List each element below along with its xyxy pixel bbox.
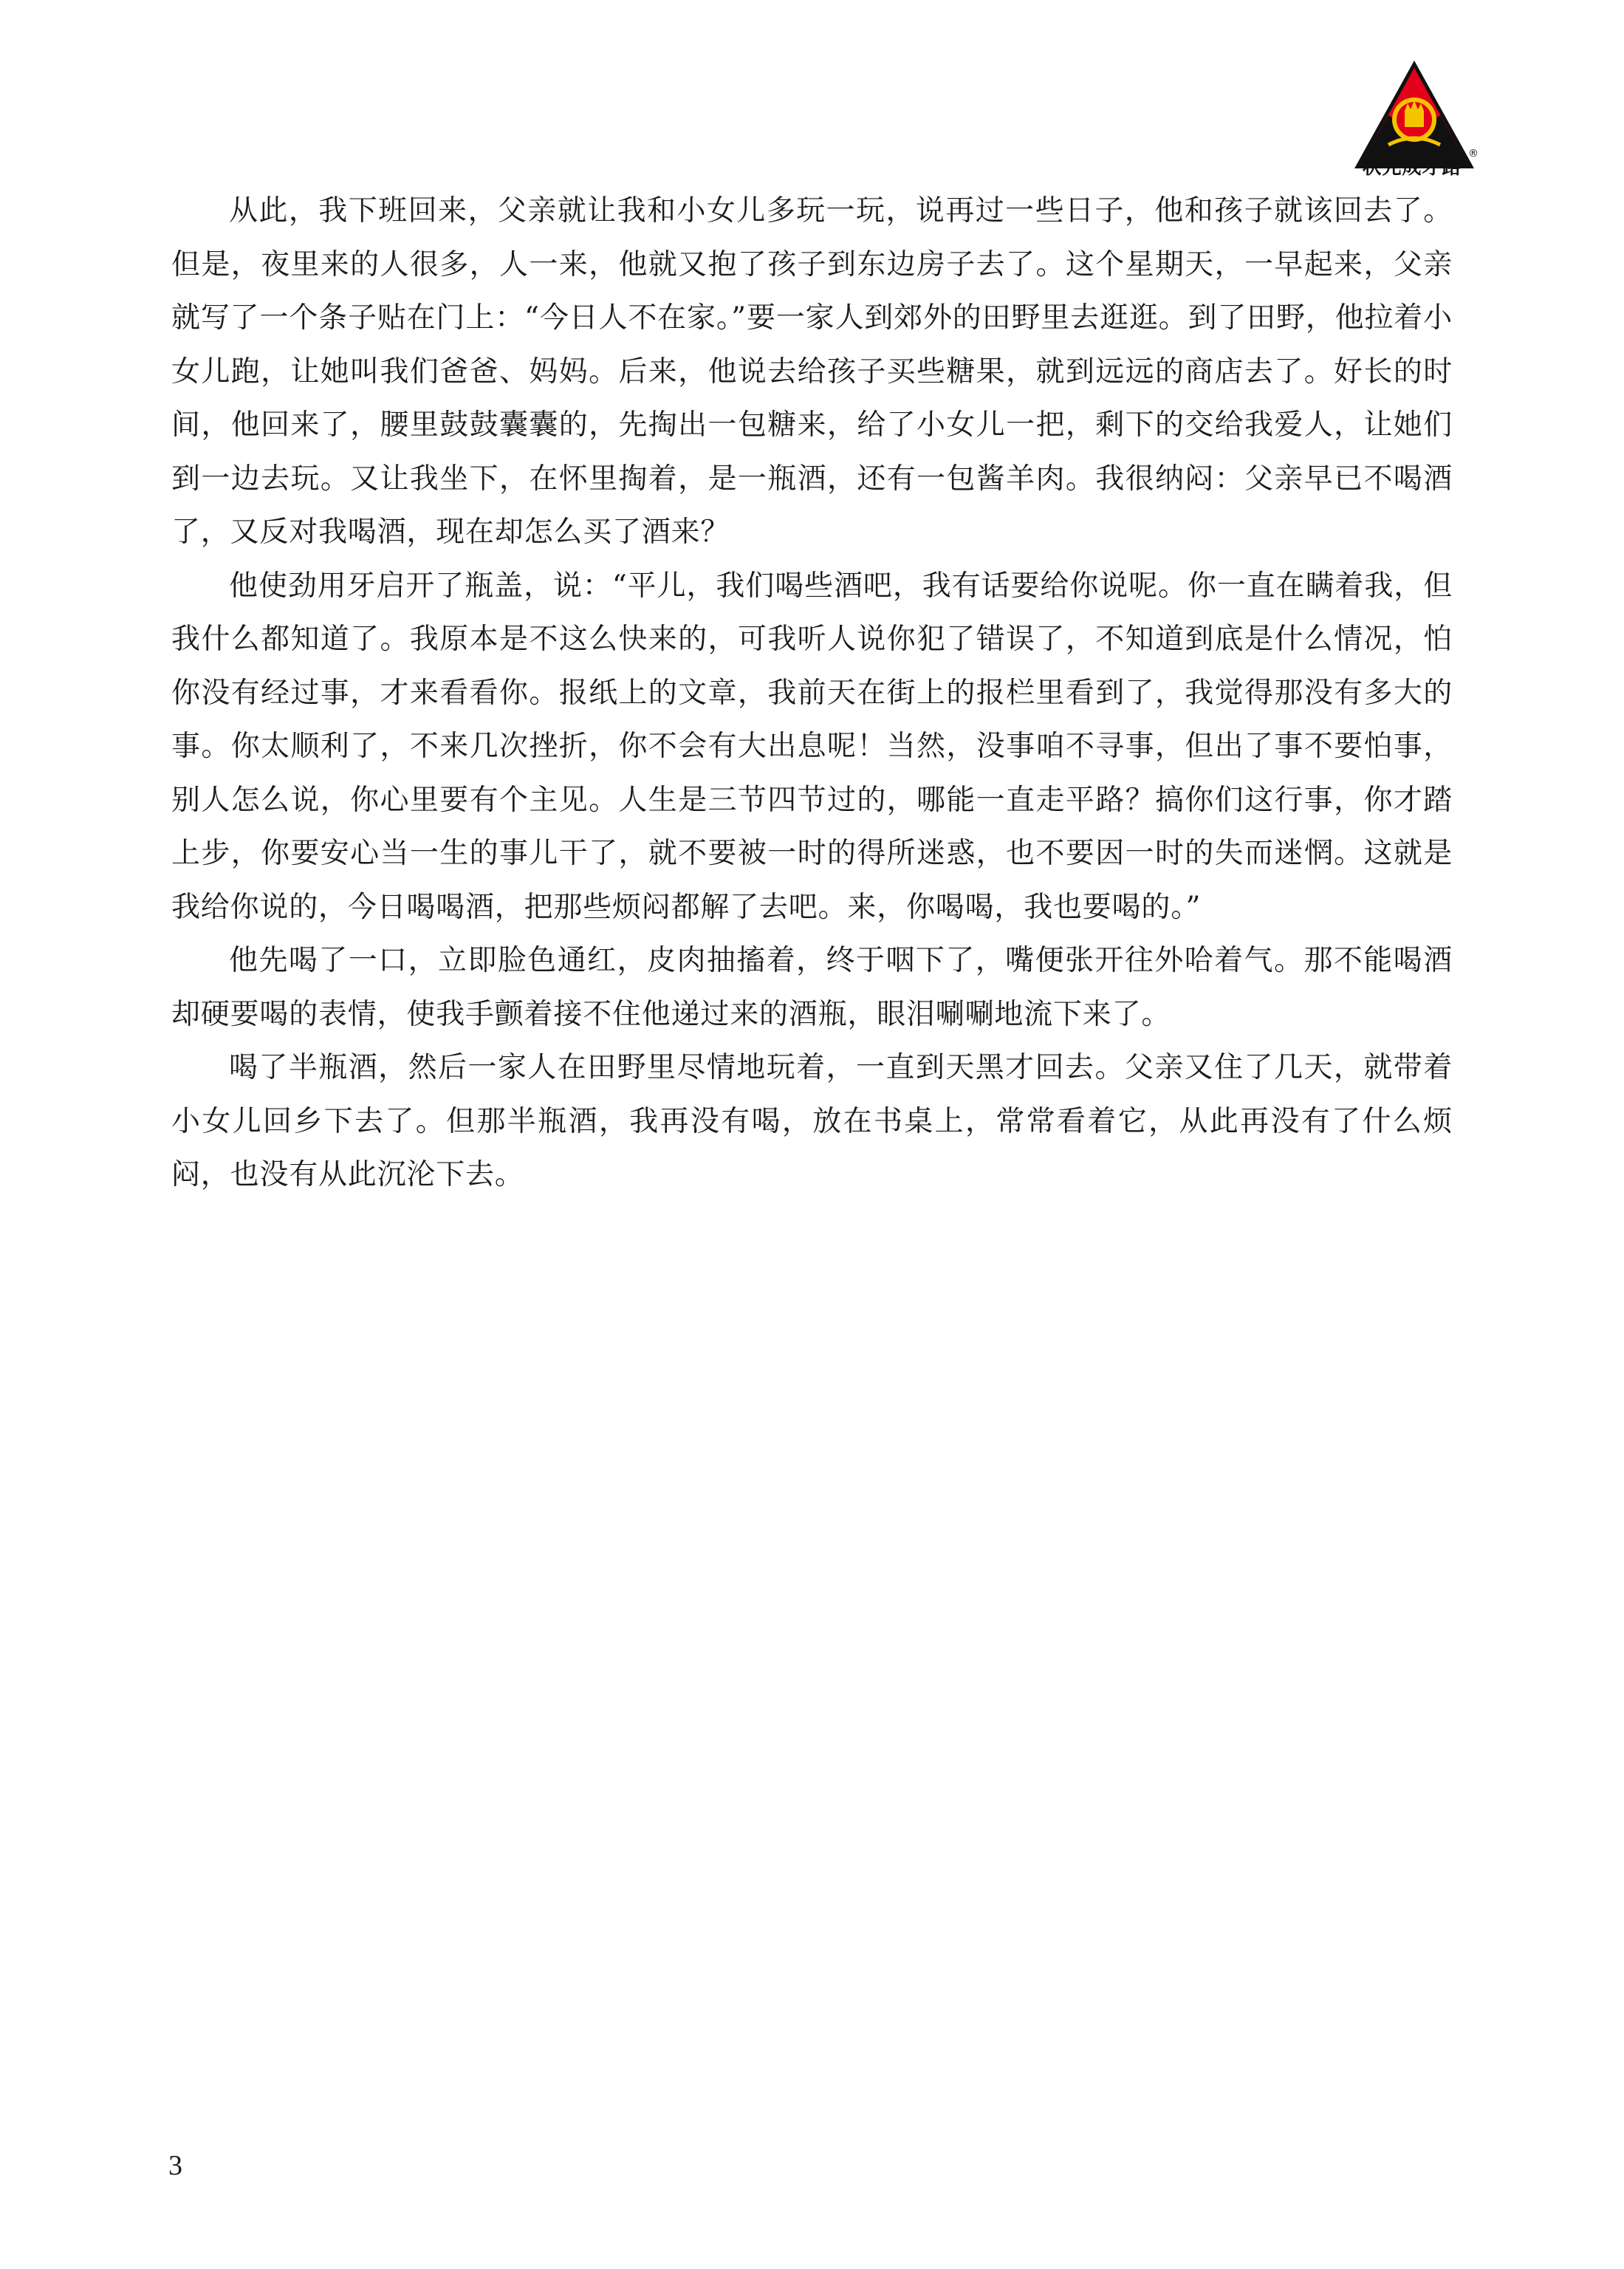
article-body [171, 185, 1453, 1202]
page-number: 3 [168, 2150, 182, 2181]
logo-text: 状元成才路 [1362, 157, 1462, 179]
paragraph: 他先喝了一口，立即脸色通红，皮肉抽搐着，终于咽下了，嘴便张开往外哈着气。那不能喝酒却硬要喝的表情，使我手颤着接不住他递过来的酒瓶，眼泪唰唰地流下来了。 [171, 944, 1453, 1031]
registered-mark: ® [1468, 148, 1479, 160]
paragraph: 他使劲用牙启开了瓶盖，说：“平儿，我们喝些酒吧，我有话要给你说呢。你一直在瞒着我，但我什么都知道了。我原本是不这么快来的，可我听人说你犯了错误了，不知道到底是什么情况，怕你没有经过事，才来看看你。报纸上的文章，我前天在街上的报栏里看到了，我觉得那没有多大的事。你太顺利了，不来几次挫折，你不会有大出息呢！当然，没事咱不寻事，但出了事不要怕事，别人怎么说，你心里要有个主见。人生是三节四节过的，哪能一直走平路？搞你们这行事，你才踏上步，你要安心当一生的事儿干了，就不要被一时的得所迷惑，也不要因一时的失而迷惘。这就是我给你说的，今日喝喝酒，把那些烦闷都解了去吧。来，你喝喝，我也要喝的。” [171, 569, 1453, 924]
paragraph: 喝了半瓶酒，然后一家人在田野里尽情地玩着，一直到天黑才回去。父亲又住了几天，就带着小女儿回乡下去了。但那半瓶酒，我再没有喝，放在书桌上，常常看着它，从此再没有了什么烦闷，也没有从此沉沦下去。 [171, 1051, 1453, 1191]
paragraph: 从此，我下班回来，父亲就让我和小女儿多玩一玩，说再过一些日子，他和孩子就该回去了。但是，夜里来的人很多，人一来，他就又抱了孩子到东边房子去了。这个星期天，一早起来，父亲就写了一个条子贴在门上：“今日人不在家。”要一家人到郊外的田野里去逛逛。到了田野，他拉着小女儿跑，让她叫我们爸爸、妈妈。后来，他说去给孩子买些糖果，就到远远的商店去了。好长的时间，他回来了，腰里鼓鼓囊囊的，先掏出一包糖来，给了小女儿一把，剩下的交给我爱人，让她们到一边去玩。又让我坐下，在怀里掏着，是一瓶酒，还有一包酱羊肉。我很纳闷：父亲早已不喝酒了，又反对我喝酒，现在却怎么买了酒来？ [171, 194, 1453, 549]
